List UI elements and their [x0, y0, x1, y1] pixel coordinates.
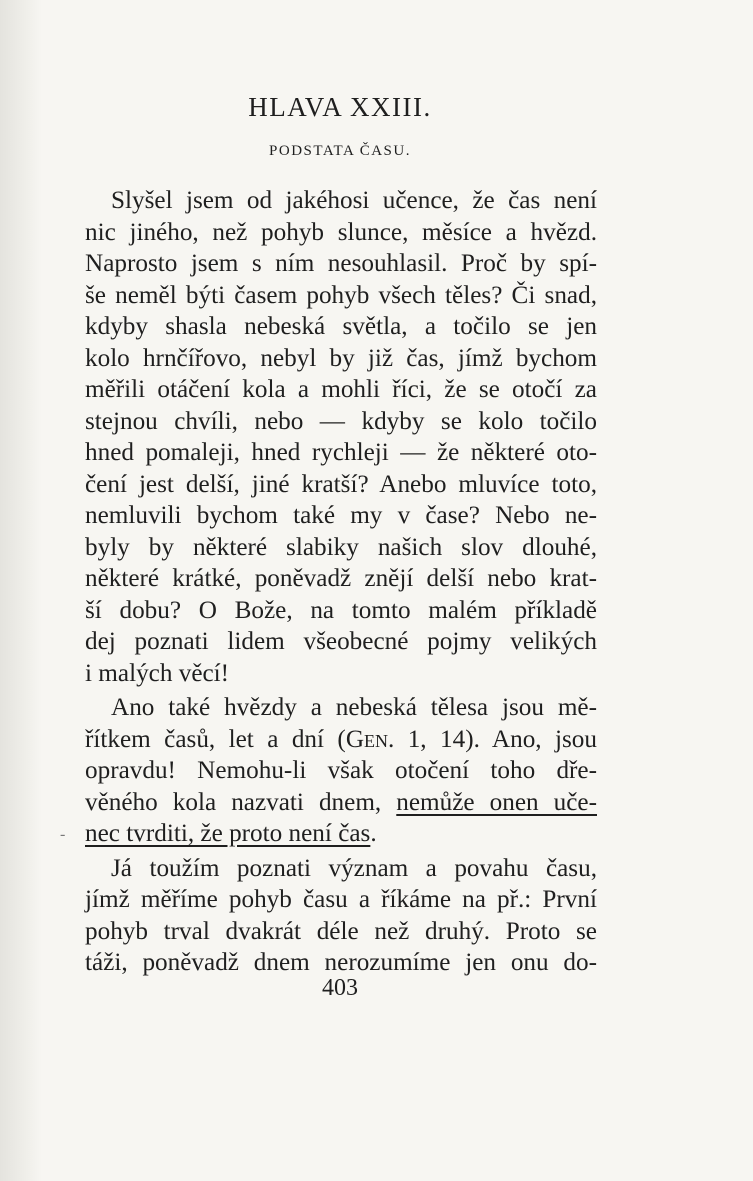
underlined-text: nec tvrditi, že proto není čas: [85, 820, 371, 847]
text-line: stejnou chvíli, nebo — kdyby se kolo točilo: [85, 407, 597, 435]
text-line: Naprosto jsem s ním nesouhlasil. Proč by spí-: [85, 250, 597, 277]
body-text: [85, 185, 597, 979]
bible-reference: Gen.: [345, 725, 395, 753]
chapter-subtitle: PODSTATA ČASU.: [269, 143, 411, 159]
text-line: měřili otáčení kola a mohli říci, že se otočí za: [85, 376, 597, 403]
text-line-with-reference: [85, 724, 597, 756]
text-line: byly by některé slabiky našich slov dlouhé,: [85, 533, 597, 561]
text-line: táži, poněvadž dnem nerozumíme jen onu do-: [85, 949, 597, 976]
underlined-text: nemůže onen uče-: [396, 788, 597, 816]
text-line: kdyby shasla nebeská světla, a točilo se jen: [85, 313, 597, 340]
text-fragment: .: [370, 820, 377, 847]
text-line: kolo hrnčířovo, nebyl by již čas, jímž bychom: [85, 344, 597, 372]
text-line-with-underline: [85, 787, 597, 819]
text-line: Ano také hvězdy a nebeská tělesa jsou mě-: [111, 694, 597, 721]
margin-pencil-mark: -: [60, 826, 66, 843]
text-line: Já toužím poznati význam a povahu času,: [111, 854, 597, 882]
text-line: čení jest delší, jiné kratší? Anebo mluvíce toto,: [85, 470, 597, 498]
text-fragment: věného kola nazvati dnem,: [85, 788, 397, 816]
text-line: pohyb trval dvakrát déle než druhý. Proto se: [85, 917, 597, 945]
text-line-with-underline: [85, 818, 597, 850]
text-line: některé krátké, poněvadž znějí delší nebo krat-: [85, 565, 597, 592]
text-line: hned pomaleji, hned rychleji — že některé oto-: [85, 439, 597, 466]
text-line: i malých věcí!: [85, 659, 230, 687]
text-line: ší dobu? O Bože, na tomto malém příkladě: [85, 596, 597, 624]
text-line: opravdu! Nemohu-li však otočení toho dře-: [85, 757, 597, 784]
page-number: 403: [322, 975, 358, 1001]
text-line: nic jiného, než pohyb slunce, měsíce a hvězd.: [85, 218, 597, 246]
text-line: Slyšel jsem od jakéhosi učence, že čas není: [111, 187, 597, 214]
page-edge-shadow: [0, 0, 42, 1181]
text-fragment: 1, 14). Ano, jsou: [394, 725, 597, 753]
chapter-title: HLAVA XXIII.: [248, 92, 432, 122]
text-line: jímž měříme pohyb času a říkáme na př.: První: [85, 886, 597, 913]
text-fragment: řítkem časů, let a dní (: [85, 725, 346, 753]
text-line: še neměl býti časem pohyb všech těles? Či snad,: [85, 281, 597, 309]
text-line: dej poznati lidem všeobecné pojmy velikých: [85, 628, 597, 655]
text-line: nemluvili bychom také my v čase? Nebo ne-: [85, 502, 597, 529]
